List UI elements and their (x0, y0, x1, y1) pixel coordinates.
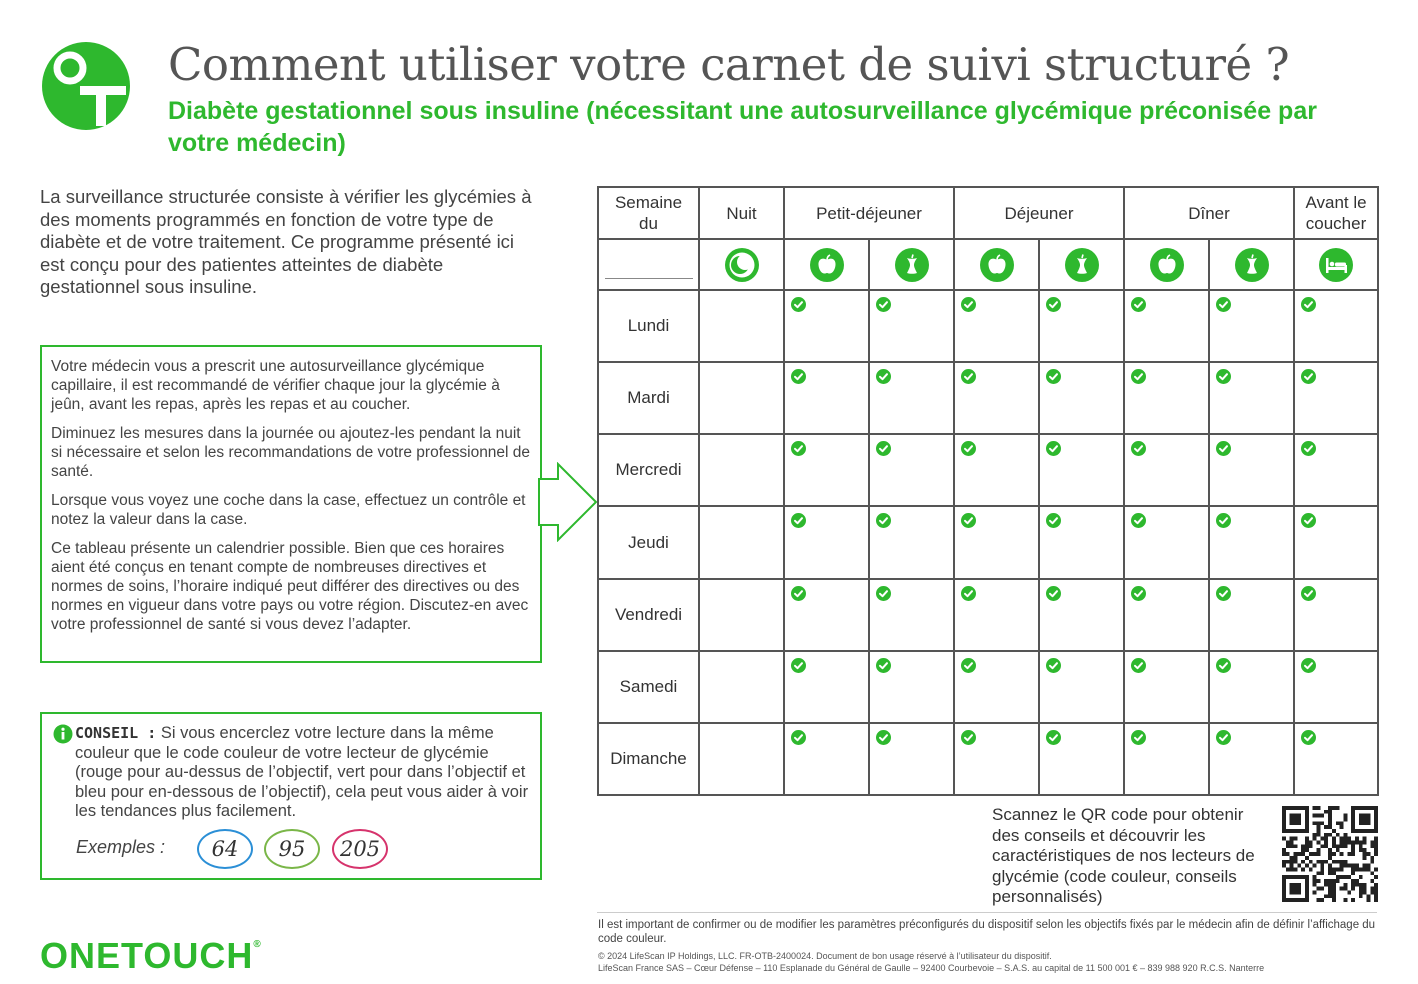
check-icon (1210, 441, 1293, 456)
check-icon (1040, 730, 1123, 745)
disclaimer-text: Il est important de confirmer ou de modifier les paramètres préconfigurés du dispositif selon les objectifs fixés par le médecin afin de définir l’affichage du code couleur. (598, 919, 1376, 945)
check-icon (785, 658, 868, 673)
check-icon (870, 513, 953, 528)
check-icon (1295, 369, 1377, 384)
reading-cell[interactable] (954, 579, 1039, 651)
registered-mark: ® (253, 939, 262, 950)
check-icon (955, 730, 1038, 745)
check-icon (955, 658, 1038, 673)
day-label: Jeudi (598, 506, 699, 578)
reading-cell[interactable] (784, 506, 869, 578)
table-row (598, 579, 1378, 651)
reading-cell[interactable] (784, 579, 869, 651)
page-title: Comment utiliser votre carnet de suivi structuré ? (168, 38, 1290, 91)
check-icon (1295, 441, 1377, 456)
day-label: Samedi (598, 651, 699, 723)
reading-cell[interactable] (1039, 651, 1124, 723)
moon-icon (699, 239, 784, 290)
reading-cell[interactable] (699, 362, 784, 434)
reading-cell[interactable] (699, 723, 784, 795)
day-label: Dimanche (598, 723, 699, 795)
reading-cell[interactable] (1039, 723, 1124, 795)
reading-cell[interactable] (699, 506, 784, 578)
intro-text: La surveillance structurée consiste à vérifier les glycémies à des moments programmés en fonction de votre type de diabète et de votre traitement. Ce programme présenté ici est conçu pour des patientes atteintes de diabète gestationnel sous insuline. (40, 186, 532, 297)
day-label: Mercredi (598, 434, 699, 506)
apple-core-icon (1209, 239, 1294, 290)
reading-cell[interactable] (1209, 362, 1294, 434)
check-icon (1125, 730, 1208, 745)
check-icon (1125, 369, 1208, 384)
reading-cell[interactable] (869, 651, 954, 723)
reading-cell[interactable] (699, 434, 784, 506)
check-icon (1040, 586, 1123, 601)
check-icon (1125, 586, 1208, 601)
reading-cell[interactable] (954, 434, 1039, 506)
icon-row (598, 239, 1378, 290)
reading-cell[interactable] (869, 290, 954, 362)
reading-cell[interactable] (954, 723, 1039, 795)
instructions-paragraph: Votre médecin vous a prescrit une autosurveillance glycémique capillaire, il est recommandé de vérifier chaque jour la glycémie à jeûn, avant les repas, après les repas et au coucher. (51, 358, 500, 413)
table-row (598, 290, 1378, 362)
divider (597, 912, 1377, 913)
check-icon (1295, 730, 1377, 745)
check-icon (1210, 513, 1293, 528)
check-icon (955, 586, 1038, 601)
reading-cell[interactable] (1124, 506, 1209, 578)
reading-cell[interactable] (869, 506, 954, 578)
example-target-value: 95 (264, 829, 320, 869)
check-icon (785, 441, 868, 456)
reading-cell[interactable] (1209, 651, 1294, 723)
apple-icon (784, 239, 869, 290)
reading-cell[interactable] (1124, 362, 1209, 434)
column-header-bedtime: Avant le coucher (1294, 187, 1378, 239)
check-icon (955, 513, 1038, 528)
reading-cell[interactable] (1294, 723, 1378, 795)
reading-cell[interactable] (869, 434, 954, 506)
reading-cell[interactable] (1294, 579, 1378, 651)
week-date-field[interactable] (598, 239, 699, 290)
reading-cell[interactable] (1039, 506, 1124, 578)
check-icon (955, 441, 1038, 456)
reading-cell[interactable] (1039, 434, 1124, 506)
examples-label: Exemples : (76, 837, 166, 857)
check-icon (870, 586, 953, 601)
check-icon (870, 369, 953, 384)
info-icon (53, 724, 73, 744)
reading-cell[interactable] (699, 290, 784, 362)
check-icon (1125, 297, 1208, 312)
reading-cell[interactable] (1039, 579, 1124, 651)
arrow-right-icon (538, 462, 598, 542)
reading-cell[interactable] (784, 723, 869, 795)
reading-cell[interactable] (1209, 506, 1294, 578)
reading-cell[interactable] (1294, 651, 1378, 723)
tip-label: CONSEIL : (75, 724, 157, 742)
example-low-value: 64 (197, 829, 253, 869)
check-icon (1295, 586, 1377, 601)
check-icon (1040, 658, 1123, 673)
instructions-box (40, 345, 542, 663)
qr-instructions: Scannez le QR code pour obtenir des conseils et découvrir les caractéristiques de nos lecteurs de glycémie (code couleur, conseils personnalisés) (992, 805, 1255, 906)
apple-core-icon (1039, 239, 1124, 290)
reading-cell[interactable] (954, 651, 1039, 723)
column-header-dinner: Dîner (1124, 187, 1294, 239)
reading-cell[interactable] (699, 651, 784, 723)
check-icon (1125, 513, 1208, 528)
check-icon (785, 369, 868, 384)
check-icon (1210, 730, 1293, 745)
check-icon (1210, 586, 1293, 601)
check-icon (1210, 658, 1293, 673)
day-label: Mardi (598, 362, 699, 434)
reading-cell[interactable] (1124, 723, 1209, 795)
apple-icon (954, 239, 1039, 290)
check-icon (870, 730, 953, 745)
reading-cell[interactable] (954, 506, 1039, 578)
check-icon (870, 441, 953, 456)
tip-text (75, 724, 535, 822)
reading-cell[interactable] (869, 579, 954, 651)
page-subtitle: Diabète gestationnel sous insuline (nécessitant une autosurveillance glycémique préconisée par votre médecin) (168, 97, 1317, 157)
check-icon (785, 297, 868, 312)
table-row (598, 651, 1378, 723)
reading-cell[interactable] (1209, 723, 1294, 795)
bed-icon (1294, 239, 1378, 290)
reading-cell[interactable] (784, 362, 869, 434)
brand-name: ONETOUCH (40, 935, 254, 976)
check-icon (955, 369, 1038, 384)
reading-cell[interactable] (784, 651, 869, 723)
check-icon (1040, 441, 1123, 456)
reading-cell[interactable] (954, 290, 1039, 362)
reading-cell[interactable] (1124, 579, 1209, 651)
reading-cell[interactable] (699, 579, 784, 651)
check-icon (1295, 658, 1377, 673)
week-header: Semaine du (598, 187, 699, 239)
apple-icon (1124, 239, 1209, 290)
table-row (598, 506, 1378, 578)
day-label: Lundi (598, 290, 699, 362)
table-row (598, 434, 1378, 506)
reading-cell[interactable] (1124, 651, 1209, 723)
qr-code[interactable] (1282, 806, 1378, 902)
copyright-text: © 2024 LifeScan IP Holdings, LLC. FR-OTB-2400024. Document de bon usage réservé à l’utilisateur du dispositif. (598, 951, 1052, 961)
reading-cell[interactable] (1209, 290, 1294, 362)
check-icon (785, 513, 868, 528)
brand-logo (40, 935, 262, 977)
instructions-paragraph: Lorsque vous voyez une coche dans la case, effectuez un contrôle et notez la valeur dans la case. (51, 492, 526, 528)
check-icon (955, 297, 1038, 312)
instructions-paragraph: Diminuez les mesures dans la journée ou ajoutez-les pendant la nuit si nécessaire et selon les recommandations de votre professionnel de santé. (51, 425, 531, 480)
tip-body: Si vous encerclez votre lecture dans la même couleur que le code couleur de votre lecteur de glycémie (rouge pour au-dessus de l’objectif, vert pour dans l’objectif et bleu pour en-dessous de l’objectif), cela peut vous aider à voir les tendances plus facilement. (75, 724, 529, 820)
reading-cell[interactable] (1294, 434, 1378, 506)
check-icon (870, 297, 953, 312)
reading-cell[interactable] (1209, 579, 1294, 651)
check-icon (1125, 658, 1208, 673)
reading-cell[interactable] (1209, 434, 1294, 506)
reading-cell[interactable] (1124, 290, 1209, 362)
example-high-value: 205 (332, 829, 388, 869)
check-icon (1210, 369, 1293, 384)
instructions-paragraph: Ce tableau présente un calendrier possible. Bien que ces horaires aient été conçus en tenant compte de nombreuses directives et normes de soins, l’horaire indiqué peut différer des directives ou des normes en vigueur dans votre pays ou votre région. Discutez-en avec votre professionnel de santé si vous devez l’adapter. (51, 540, 529, 633)
check-icon (1040, 513, 1123, 528)
reading-cell[interactable] (784, 434, 869, 506)
reading-cell[interactable] (954, 362, 1039, 434)
day-label: Vendredi (598, 579, 699, 651)
column-header-night: Nuit (699, 187, 784, 239)
column-header-breakfast: Petit-déjeuner (784, 187, 954, 239)
reading-cell[interactable] (869, 723, 954, 795)
check-icon (1040, 297, 1123, 312)
company-address: LifeScan France SAS – Cœur Défense – 110 Esplanade du Général de Gaulle – 92400 Courbevoie – S.A.S. au capital de 11 500 001 € – 839 988 920 R.C.S. Nanterre (598, 963, 1265, 973)
check-icon (1125, 441, 1208, 456)
apple-core-icon (869, 239, 954, 290)
reading-cell[interactable] (1124, 434, 1209, 506)
reading-cell[interactable] (1039, 290, 1124, 362)
legal-text (598, 950, 1378, 974)
check-icon (1040, 369, 1123, 384)
reading-cell[interactable] (1294, 362, 1378, 434)
column-header-lunch: Déjeuner (954, 187, 1124, 239)
monitoring-table (597, 186, 1377, 796)
onetouch-logo (40, 40, 132, 132)
table-row (598, 723, 1378, 795)
check-icon (785, 586, 868, 601)
tip-box (40, 712, 542, 880)
check-icon (1210, 297, 1293, 312)
reading-cell[interactable] (1294, 290, 1378, 362)
reading-cell[interactable] (1039, 362, 1124, 434)
check-icon (1295, 513, 1377, 528)
check-icon (870, 658, 953, 673)
reading-cell[interactable] (784, 290, 869, 362)
table-row (598, 362, 1378, 434)
check-icon (1295, 297, 1377, 312)
reading-cell[interactable] (1294, 506, 1378, 578)
check-icon (785, 730, 868, 745)
reading-cell[interactable] (869, 362, 954, 434)
